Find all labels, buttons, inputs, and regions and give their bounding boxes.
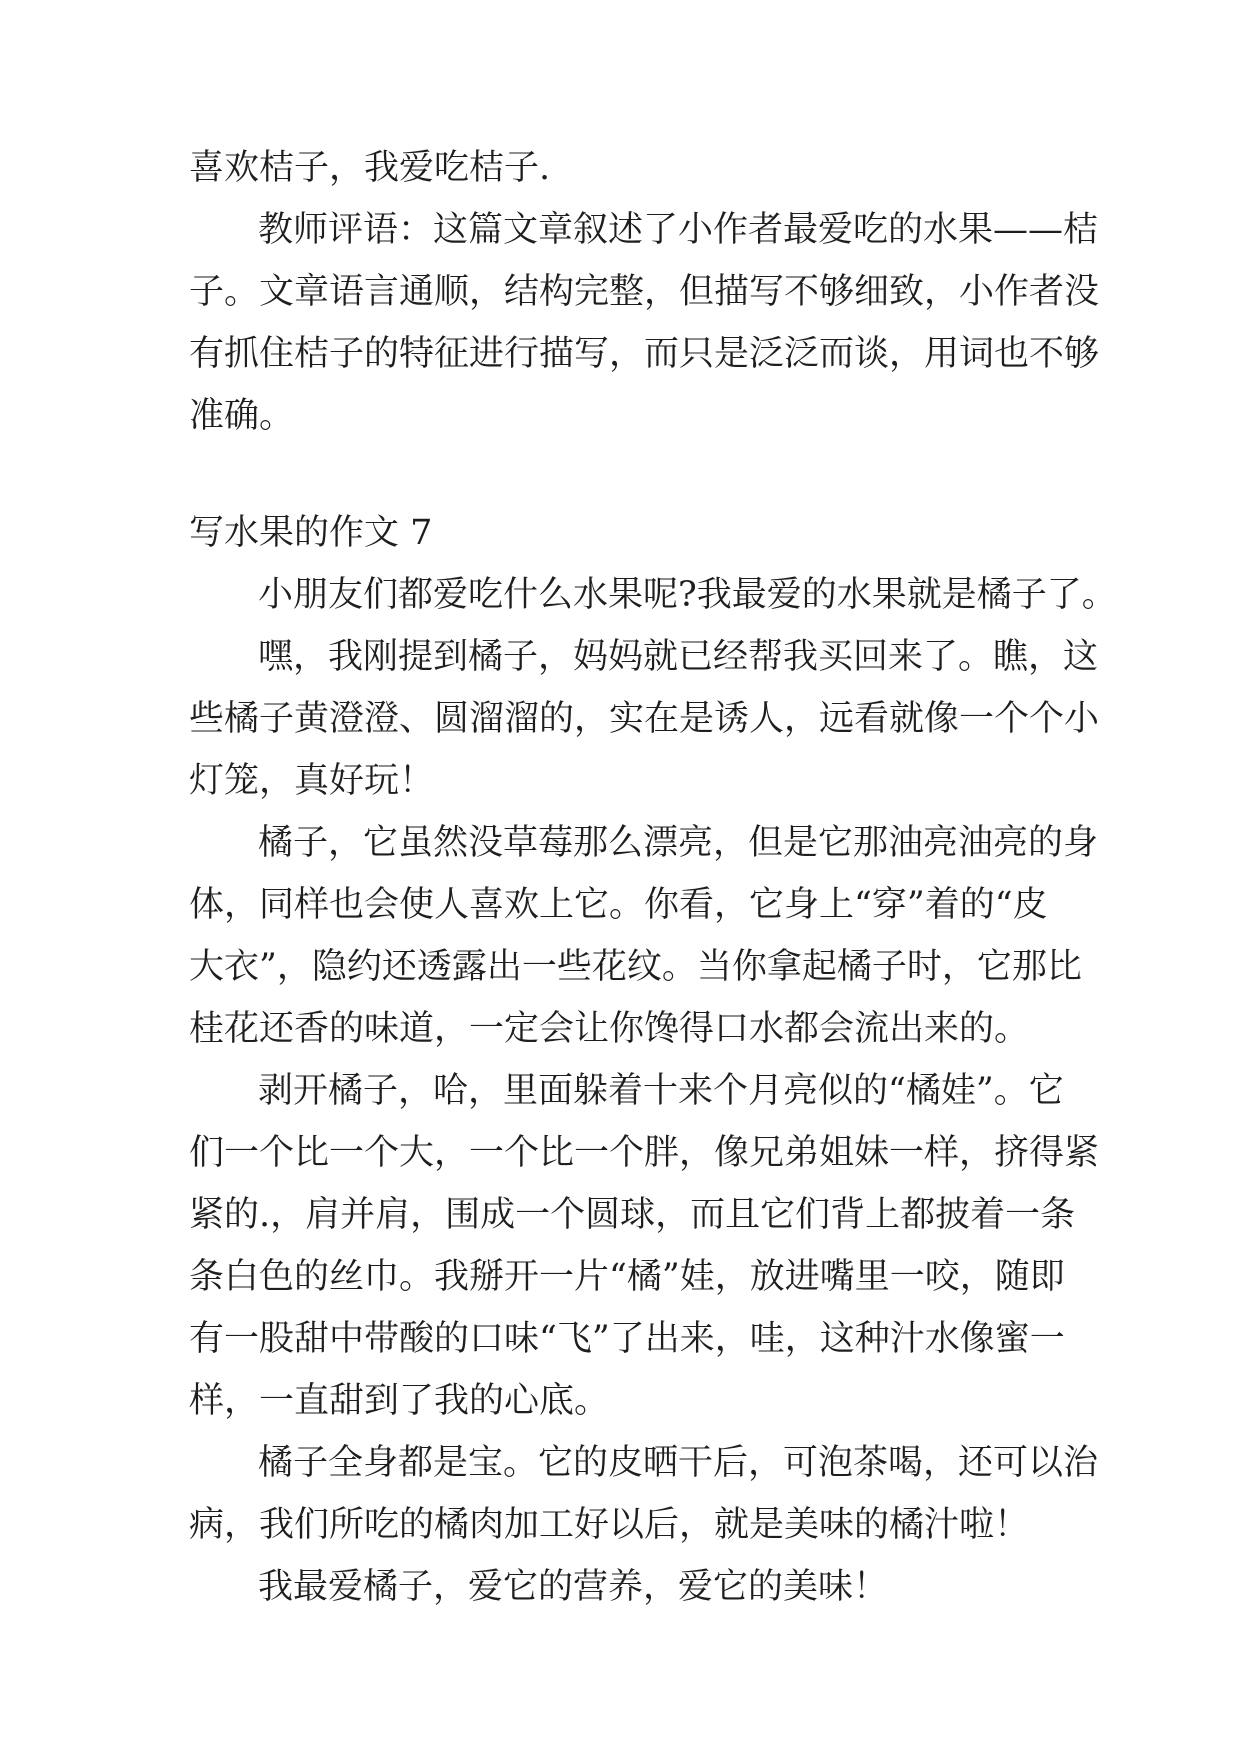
text-line-23: 我最爱橘子，爱它的营养，爱它的美味！ xyxy=(258,1567,889,1607)
text-line-11: 橘子，它虽然没草莓那么漂亮，但是它那油亮油亮的身 xyxy=(258,823,1099,863)
text-line-10: 灯笼，真好玩！ xyxy=(189,761,435,801)
text-line-20: 样，一直甜到了我的心底。 xyxy=(189,1381,610,1421)
text-line-8: 嘿，我刚提到橘子，妈妈就已经帮我买回来了。瞧，这 xyxy=(258,637,1099,677)
text-line-13: 大衣”，隐约还透露出一些花纹。当你拿起橘子时，它那比 xyxy=(189,947,1082,987)
text-line-17: 紧的.，肩并肩，围成一个圆球，而且它们背上都披着一条 xyxy=(189,1195,1076,1235)
text-line-9: 些橘子黄澄澄、圆溜溜的，实在是诱人，远看就像一个个小 xyxy=(189,699,1100,739)
text-line-7: 小朋友们都爱吃什么水果呢?我最爱的水果就是橘子了。 xyxy=(258,575,1117,615)
text-line-5: 准确。 xyxy=(189,396,295,436)
text-line-2: 教师评语：这篇文章叙述了小作者最爱吃的水果——桔 xyxy=(258,210,1099,250)
text-line-4: 有抓住桔子的特征进行描写，而只是泛泛而谈，用词也不够 xyxy=(189,334,1100,374)
text-line-3: 子。文章语言通顺，结构完整，但描写不够细致，小作者没 xyxy=(189,272,1100,312)
text-line-15: 剥开橘子，哈，里面躲着十来个月亮似的“橘娃”。它 xyxy=(258,1071,1064,1111)
text-line-21: 橘子全身都是宝。它的皮晒干后，可泡茶喝，还可以治 xyxy=(258,1443,1099,1483)
text-line-18: 条白色的丝巾。我掰开一片“橘”娃，放进嘴里一咬，随即 xyxy=(189,1257,1065,1297)
text-line-1: 喜欢桔子，我爱吃桔子. xyxy=(189,148,551,188)
text-line-19: 有一股甜中带酸的口味“飞”了出来，哇，这种汁水像蜜一 xyxy=(189,1319,1065,1359)
text-line-16: 们一个比一个大，一个比一个胖，像兄弟姐妹一样，挤得紧 xyxy=(189,1133,1100,1173)
section-heading: 写水果的作文 7 xyxy=(189,513,433,553)
text-line-12: 体，同样也会使人喜欢上它。你看，它身上“穿”着的“皮 xyxy=(189,885,1048,925)
text-line-14: 桂花还香的味道，一定会让你馋得口水都会流出来的。 xyxy=(189,1009,1030,1049)
text-line-22: 病，我们所吃的橘肉加工好以后，就是美味的橘汁啦！ xyxy=(189,1505,1030,1545)
